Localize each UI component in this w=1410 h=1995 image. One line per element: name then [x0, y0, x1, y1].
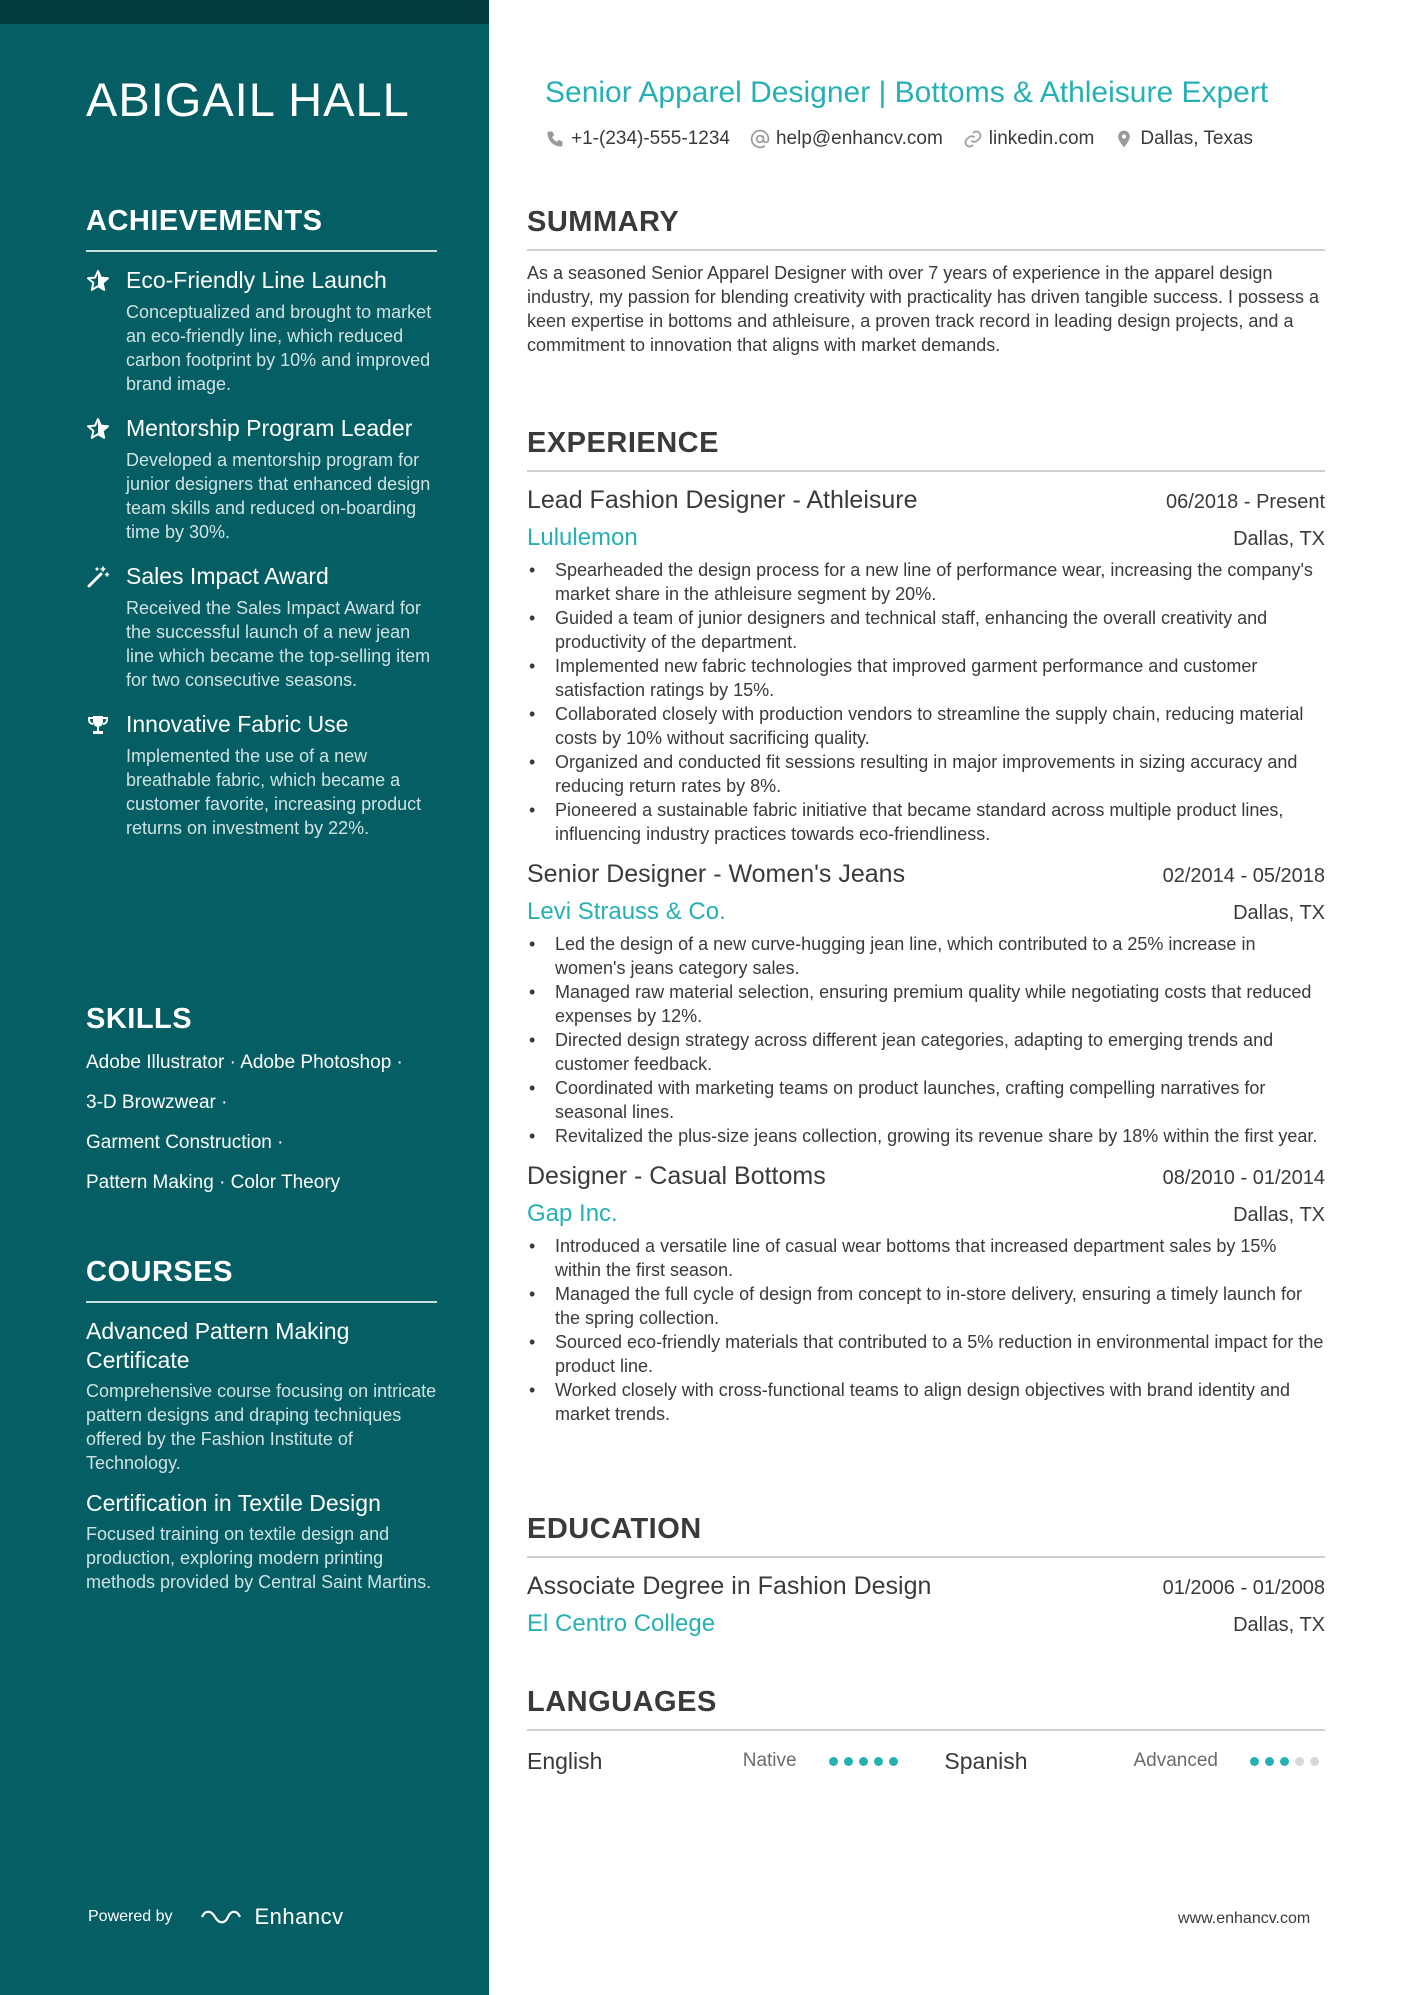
achievements-list — [86, 266, 437, 840]
skill-line: Adobe Illustrator · Adobe Photoshop · — [86, 1052, 403, 1073]
skill-line: 3-D Browzwear · — [86, 1092, 228, 1113]
job-location: Dallas, TX — [1233, 528, 1325, 550]
job-bullet: • Sourced eco-friendly materials that contributed to a 5% reduction in environmental impact for the product line. — [527, 1330, 1325, 1378]
job-bullet: • Directed design strategy across different jean categories, adapting to emerging trends and customer feedback. — [527, 1028, 1325, 1076]
contact-phone — [545, 128, 730, 150]
course-description: Focused training on textile design and production, exploring modern printing methods provided by Central Saint Martins. — [86, 1524, 432, 1592]
degree-title: Associate Degree in Fashion Design — [527, 1572, 932, 1600]
achievement-item — [86, 562, 437, 692]
job-title: Senior Designer - Women's Jeans — [527, 860, 906, 888]
language-rating — [1250, 1757, 1325, 1766]
sidebar — [0, 0, 489, 1995]
location-pin-icon — [1114, 129, 1134, 149]
job-dates: 06/2018 - Present — [1166, 491, 1325, 513]
job-bullet: • Collaborated closely with production vendors to streamline the supply chain, reducing material costs by 10% without sacrificing quality. — [527, 702, 1325, 750]
headline: Senior Apparel Designer | Bottoms & Athleisure Expert — [545, 76, 1269, 109]
job-dates: 08/2010 - 01/2014 — [1162, 1167, 1325, 1189]
education-dates: 01/2006 - 01/2008 — [1162, 1577, 1325, 1599]
rating-dot-filled — [844, 1757, 853, 1766]
job-company: Levi Strauss & Co. — [527, 898, 726, 925]
job-company: Lululemon — [527, 524, 638, 551]
achievement-title: Sales Impact Award — [126, 563, 329, 589]
contact-linkedin — [963, 128, 1095, 150]
achievement-item — [86, 414, 437, 544]
education-heading: EDUCATION — [527, 1513, 1325, 1558]
job-location: Dallas, TX — [1233, 1204, 1325, 1226]
course-item — [86, 1317, 437, 1475]
job-entry — [527, 858, 1325, 1148]
magic-wand-icon — [86, 565, 110, 589]
job-entry — [527, 1160, 1325, 1426]
job-bullet: • Guided a team of junior designers and technical staff, enhancing the overall creativity and productivity of the department. — [527, 606, 1325, 654]
job-bullet: • Worked closely with cross-functional teams to align design objectives with brand identity and market trends. — [527, 1378, 1325, 1426]
job-location: Dallas, TX — [1233, 902, 1325, 924]
at-sign-icon — [750, 129, 770, 149]
achievement-description: Implemented the use of a new breathable fabric, which became a customer favorite, increasing product returns on investment by 22%. — [126, 746, 422, 838]
courses-heading: COURSES — [86, 1256, 437, 1303]
footer-url[interactable]: www.enhancv.com — [1178, 1910, 1311, 1927]
star-icon — [86, 269, 110, 293]
language-name: English — [527, 1747, 603, 1774]
course-title: Certification in Textile Design — [86, 1490, 381, 1516]
candidate-name: ABIGAIL HALL — [86, 73, 410, 126]
trophy-icon — [86, 713, 110, 737]
rating-dot-filled — [1280, 1757, 1289, 1766]
job-title: Designer - Casual Bottoms — [527, 1162, 826, 1190]
job-bullets — [527, 932, 1325, 1148]
location-text: Dallas, Texas — [1140, 128, 1254, 149]
contact-email — [750, 128, 943, 150]
email-address[interactable]: help@enhancv.com — [775, 128, 943, 149]
contact-bar — [545, 128, 1273, 150]
achievement-description: Conceptualized and brought to market an eco-friendly line, which reduced carbon footprint by 10% and improved brand image. — [126, 302, 432, 394]
rating-dot-filled — [1250, 1757, 1259, 1766]
job-bullet: • Managed the full cycle of design from concept to in-store delivery, ensuring a timely launch for the spring collection. — [527, 1282, 1325, 1330]
rating-dot-empty — [1295, 1757, 1304, 1766]
skills-section — [86, 1003, 437, 1210]
language-level: Native — [742, 1750, 797, 1771]
skill-line: Pattern Making · Color Theory — [86, 1172, 341, 1193]
star-icon — [86, 417, 110, 441]
job-bullet: • Organized and conducted fit sessions resulting in major improvements in sizing accuracy and reducing return rates by 8%. — [527, 750, 1325, 798]
language-level: Advanced — [1133, 1750, 1218, 1771]
course-description: Comprehensive course focusing on intricate pattern designs and draping techniques offered by the Fashion Institute of Technology. — [86, 1381, 437, 1473]
job-bullet: • Managed raw material selection, ensuring premium quality while negotiating costs that reduced expenses by 12%. — [527, 980, 1325, 1028]
achievements-section — [86, 205, 437, 858]
experience-heading: EXPERIENCE — [527, 427, 1325, 472]
summary-text: As a seasoned Senior Apparel Designer with over 7 years of experience in the apparel design industry, my passion for blending creativity with practicality has driven tangible success. I possess a keen expertise in bottoms and athleisure, a proven track record in leading design projects, and a commitment to innovation that aligns with market demands. — [527, 263, 1320, 355]
achievement-title: Mentorship Program Leader — [126, 415, 413, 441]
skills-heading: SKILLS — [86, 1003, 193, 1035]
achievement-description: Received the Sales Impact Award for the successful launch of a new jean line which became the top-selling item for two consecutive seasons. — [126, 598, 431, 690]
job-company: Gap Inc. — [527, 1200, 618, 1227]
skills-list — [86, 1050, 437, 1196]
contact-location — [1114, 128, 1253, 150]
achievement-title: Eco-Friendly Line Launch — [126, 267, 387, 293]
languages-heading: LANGUAGES — [527, 1686, 1325, 1731]
achievement-title: Innovative Fabric Use — [126, 711, 349, 737]
experience-section — [527, 427, 1325, 1426]
school-name: El Centro College — [527, 1610, 716, 1637]
course-item — [86, 1489, 437, 1594]
job-bullet: • Pioneered a sustainable fabric initiative that became standard across multiple product lines, influencing industry practices towards eco-friendliness. — [527, 798, 1325, 846]
enhancv-logo-icon — [199, 1905, 243, 1929]
summary-section — [527, 206, 1325, 357]
job-bullet: • Coordinated with marketing teams on product launches, crafting compelling narratives for seasonal lines. — [527, 1076, 1325, 1124]
achievement-item — [86, 710, 437, 840]
job-bullet: • Led the design of a new curve-hugging jean line, which contributed to a 25% increase in women's jeans category sales. — [527, 932, 1325, 980]
achievements-heading: ACHIEVEMENTS — [86, 205, 437, 252]
powered-by-label: Powered by — [88, 1908, 173, 1925]
job-bullet: • Introduced a versatile line of casual wear bottoms that increased department sales by 15% within the first season. — [527, 1234, 1325, 1282]
sidebar-top-bar — [0, 0, 489, 24]
phone-icon — [545, 129, 565, 149]
languages-row — [527, 1745, 1325, 1777]
job-dates: 02/2014 - 05/2018 — [1162, 865, 1325, 887]
skill-line: Garment Construction · — [86, 1132, 284, 1153]
job-entry — [527, 484, 1325, 846]
job-bullet: • Spearheaded the design process for a new line of performance wear, increasing the company's market share in the athleisure segment by 20%. — [527, 558, 1325, 606]
link-icon — [963, 129, 983, 149]
job-bullets — [527, 558, 1325, 846]
course-title: Advanced Pattern Making Certificate — [86, 1318, 350, 1373]
language-rating — [829, 1757, 945, 1766]
school-location: Dallas, TX — [1233, 1614, 1325, 1636]
rating-dot-empty — [1310, 1757, 1319, 1766]
achievement-description: Developed a mentorship program for junior designers that enhanced design team skills and reduced on-boarding time by 30%. — [126, 450, 431, 542]
linkedin-link[interactable]: linkedin.com — [988, 128, 1095, 149]
rating-dot-filled — [829, 1757, 838, 1766]
education-section — [527, 1513, 1325, 1640]
languages-section — [527, 1686, 1325, 1777]
rating-dot-filled — [889, 1757, 898, 1766]
powered-by — [88, 1904, 344, 1930]
achievement-item — [86, 266, 437, 396]
rating-dot-filled — [859, 1757, 868, 1766]
phone-number[interactable]: +1-(234)-555-1234 — [571, 128, 730, 149]
rating-dot-filled — [1265, 1757, 1274, 1766]
summary-heading: SUMMARY — [527, 206, 1325, 251]
brand-name: Enhancv — [254, 1904, 344, 1929]
job-bullet: • Implemented new fabric technologies that improved garment performance and customer satisfaction ratings by 15%. — [527, 654, 1325, 702]
job-bullets — [527, 1234, 1325, 1426]
language-name: Spanish — [944, 1747, 1028, 1774]
education-entry — [527, 1570, 1325, 1640]
courses-section — [86, 1256, 437, 1608]
rating-dot-filled — [874, 1757, 883, 1766]
job-bullet: • Revitalized the plus-size jeans collection, growing its revenue share by 18% within the first year. — [527, 1124, 1325, 1148]
job-title: Lead Fashion Designer - Athleisure — [527, 486, 918, 514]
